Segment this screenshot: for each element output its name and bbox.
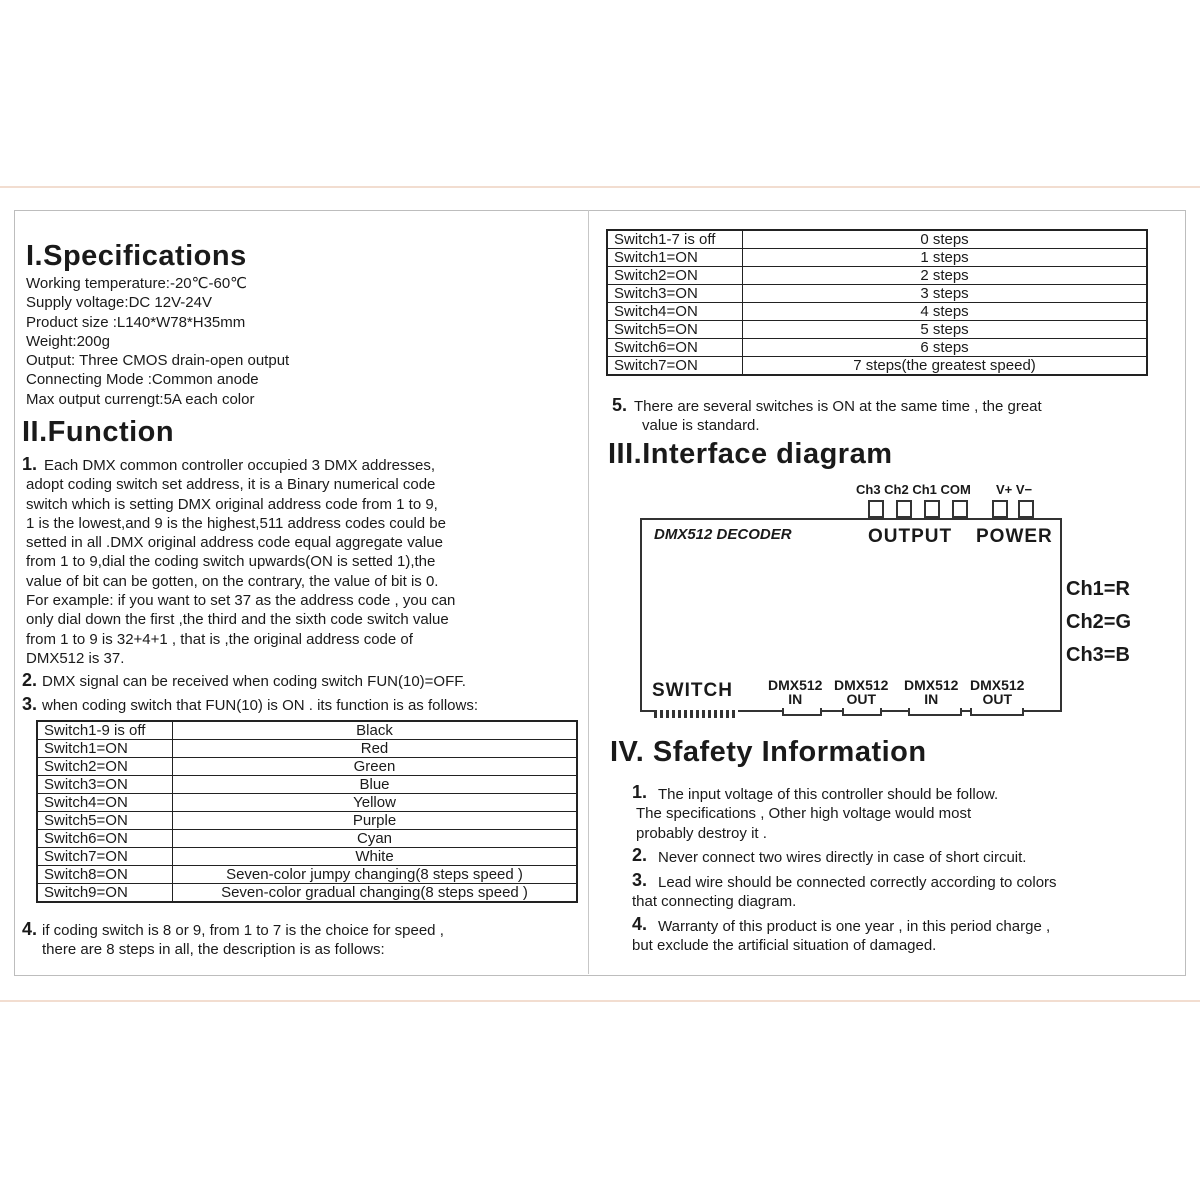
port-label: IN [788,691,803,707]
port-label: OUT [982,691,1013,707]
port-label: DMX512 [970,677,1025,693]
text-line: only dial down the first ,the third and the sixth code switch value [26,611,449,629]
text-line: if coding switch is 8 or 9, from 1 to 7 is the choice for speed , [42,922,444,939]
result-cell: 6 steps [743,339,1148,357]
manual-sheet [0,186,1200,1002]
switch-setting-cell: Switch4=ON [37,794,173,812]
power-pin-labels: V+ V− [996,482,1033,497]
switch-setting-cell: Switch2=ON [37,758,173,776]
switch-setting-cell: Switch6=ON [37,830,173,848]
dmx-in-connector-1 [782,708,822,716]
output-terminal-ch2 [896,500,912,518]
port-label: IN [924,691,939,707]
function-item-3: when coding switch that FUN(10) is ON . its function is as follows: [42,697,478,714]
port-label: OUT [846,691,877,707]
switch-setting-cell: Switch1-9 is off [37,721,173,740]
table-row [37,830,577,848]
output-label: OUTPUT [868,526,953,547]
result-cell: Cyan [173,830,578,848]
speed-table [606,229,1148,376]
dmx-in-connector-2 [908,708,962,716]
result-cell: 4 steps [743,303,1148,321]
text-line: DMX512 is 37. [26,649,125,667]
safety-item-1 [636,785,998,843]
text-line: switch which is setting DMX original address code from 1 to 9, [26,495,438,513]
spec-line: Product size :L140*W78*H35mm [26,313,246,331]
text-line: probably destroy it . [636,824,767,842]
dmx-in-port-1 [768,678,822,706]
dmx-out-connector-1 [842,708,882,716]
power-label: POWER [976,526,1053,547]
table-row [37,794,577,812]
switch-setting-cell: Switch8=ON [37,866,173,884]
specifications-heading: I.Specifications [26,240,247,272]
power-terminal-vminus [1018,500,1034,518]
switch-setting-cell: Switch3=ON [37,776,173,794]
text-line: adopt coding switch set address, it is a Binary numerical code [26,476,436,494]
result-cell: 5 steps [743,321,1148,339]
channel-map-g: Ch2=G [1066,611,1132,633]
table-row [607,267,1147,285]
result-cell: 0 steps [743,230,1148,249]
item-number: 3. [22,694,38,714]
channel-map-b: Ch3=B [1066,644,1130,666]
device-name: DMX512 DECODER [654,526,792,543]
spec-line: Output: Three CMOS drain-open output [26,352,290,370]
spec-line: Weight:200g [26,332,110,350]
item-number: 5. [612,395,628,415]
table-row [607,339,1147,357]
safety-heading: IV. Sfafety Information [610,736,927,768]
output-pin-labels: Ch3 Ch2 Ch1 COM [856,482,971,497]
text-line: The input voltage of this controller should be follow. [658,786,999,803]
result-cell: 1 steps [743,249,1148,267]
text-line: Each DMX common controller occupied 3 DMX addresses, [44,457,435,474]
item-number: 1. [632,782,648,802]
switch-setting-cell: Switch2=ON [607,267,743,285]
dmx-out-connector-2 [970,708,1024,716]
switch-setting-cell: Switch3=ON [607,285,743,303]
column-divider [588,210,589,974]
safety-item-3 [632,873,1057,912]
function-item-1 [26,456,455,668]
output-terminal-ch3 [868,500,884,518]
spec-line: Max output currengt:5A each color [26,390,255,408]
table-row [37,848,577,866]
text-line: but exclude the artificial situation of damaged. [632,937,937,955]
result-cell: 3 steps [743,285,1148,303]
switch-setting-cell: Switch5=ON [607,321,743,339]
spec-line: Connecting Mode :Common anode [26,371,259,389]
switch-setting-cell: Switch5=ON [37,812,173,830]
text-line: For example: if you want to set 37 as the address code , you can [26,592,456,610]
output-terminal-ch1 [924,500,940,518]
specifications-list [26,274,289,409]
dip-switch-strip [654,710,738,718]
interface-heading: III.Interface diagram [608,438,893,470]
switch-setting-cell: Switch1-7 is off [607,230,743,249]
text-line: There are several switches is ON at the same time , the great [634,398,1042,415]
table-row [607,285,1147,303]
switch-label: SWITCH [652,680,733,701]
table-row [37,776,577,794]
table-row [607,321,1147,339]
spec-line: Supply voltage:DC 12V-24V [26,294,212,312]
port-label: DMX512 [834,677,889,693]
spec-line: Working temperature:-20℃-60℃ [26,275,248,292]
text-line: value of bit can be gotten, on the contrary, the value of bit is 0. [26,572,439,590]
function-item-5 [634,397,1042,436]
port-label: DMX512 [768,677,823,693]
result-cell: Red [173,740,578,758]
channel-map-r: Ch1=R [1066,578,1130,600]
result-cell: Yellow [173,794,578,812]
result-cell: 2 steps [743,267,1148,285]
result-cell: Purple [173,812,578,830]
table-row [37,721,577,740]
item-number: 4. [22,919,38,939]
text-line: from 1 to 9,dial the coding switch upwards(ON is setted 1),the [26,553,436,571]
table-row [607,249,1147,267]
function-heading: II.Function [22,416,175,448]
table-row [37,866,577,884]
item-number: 4. [632,914,648,934]
switch-setting-cell: Switch1=ON [607,249,743,267]
text-line: value is standard. [642,417,760,435]
result-cell: 7 steps(the greatest speed) [743,357,1148,376]
text-line: that connecting diagram. [632,893,797,911]
power-terminal-vplus [992,500,1008,518]
text-line: there are 8 steps in all, the description is as follows: [42,941,385,959]
result-cell: White [173,848,578,866]
text-line: from 1 to 9 is 32+4+1 , that is ,the original address code of [26,630,413,648]
result-cell: Seven-color jumpy changing(8 steps speed ) [173,866,578,884]
switch-setting-cell: Switch7=ON [607,357,743,376]
item-number: 3. [632,870,648,890]
switch-setting-cell: Switch6=ON [607,339,743,357]
output-terminal-com [952,500,968,518]
result-cell: Green [173,758,578,776]
dmx-out-port-2 [970,678,1024,706]
switch-setting-cell: Switch1=ON [37,740,173,758]
result-cell: Seven-color gradual changing(8 steps speed ) [173,884,578,903]
table-row [607,230,1147,249]
switch-setting-cell: Switch4=ON [607,303,743,321]
table-row [37,884,577,903]
table-row [37,812,577,830]
result-cell: Black [173,721,578,740]
function-item-4 [42,921,444,960]
table-row [37,740,577,758]
switch-setting-cell: Switch7=ON [37,848,173,866]
result-cell: Blue [173,776,578,794]
table-row [607,357,1147,376]
port-label: DMX512 [904,677,959,693]
switch-setting-cell: Switch9=ON [37,884,173,903]
item-number: 2. [22,670,38,690]
item-number: 1. [22,454,38,474]
text-line: setted in all .DMX original address code equal aggregate value [26,534,443,552]
table-row [607,303,1147,321]
text-line: Lead wire should be connected correctly according to colors [658,874,1057,891]
dmx-out-port-1 [834,678,888,706]
text-line: 1 is the lowest,and 9 is the highest,511 address codes could be [26,514,446,532]
table-row [37,758,577,776]
color-table [36,720,578,903]
item-number: 2. [632,845,648,865]
dmx-in-port-2 [904,678,958,706]
safety-item-4 [632,917,1050,956]
function-item-2: DMX signal can be received when coding switch FUN(10)=OFF. [42,673,466,690]
text-line: Warranty of this product is one year , in this period charge , [658,918,1051,935]
safety-item-2: Never connect two wires directly in case of short circuit. [658,849,1027,866]
text-line: The specifications , Other high voltage would most [636,805,972,823]
